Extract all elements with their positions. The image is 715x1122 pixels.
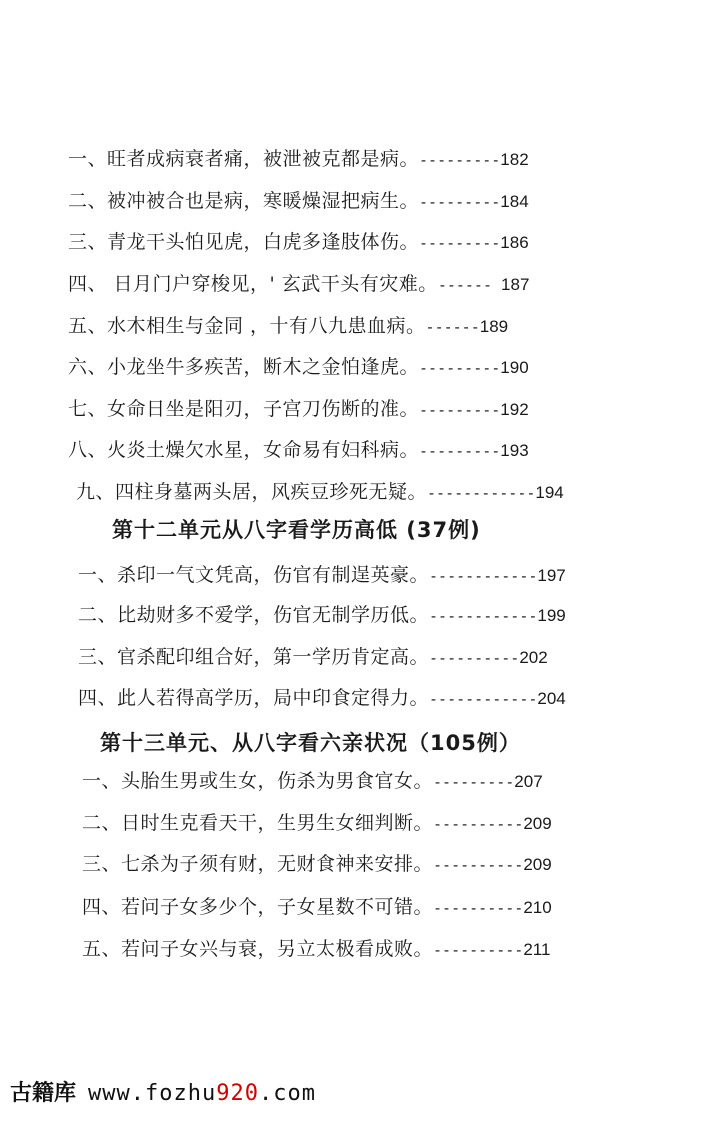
leader-dots: ---------: [419, 151, 501, 169]
toc-entry: [82, 937, 550, 962]
leader-dots: ---------: [419, 193, 501, 211]
toc-entry: [68, 355, 529, 380]
entry-text: 八、火炎土燥欠水星，女命易有妇科病。: [68, 439, 420, 461]
page-number: 202: [519, 648, 548, 667]
page-number: 189: [479, 317, 509, 336]
leader-dots: ------: [437, 276, 502, 294]
entry-text: 六、小龙坐牛多疾苦，断木之金怕逢虎。: [68, 356, 420, 378]
leader-dots: ----------: [433, 815, 524, 833]
section-heading: 第十二单元从八字看学历高低 (37例): [112, 518, 481, 542]
leader-dots: ----------: [433, 856, 524, 874]
watermark-url-suffix: .com: [258, 1081, 316, 1106]
page-number: 187: [501, 275, 530, 294]
toc-entry: [82, 769, 543, 794]
toc-entry: [78, 686, 566, 711]
leader-dots: ------------: [429, 567, 538, 585]
leader-dots: ----------: [433, 941, 524, 959]
page-number: 199: [537, 606, 566, 625]
entry-text: 一、头胎生男或生女，伤杀为男食官女。: [82, 770, 434, 792]
entry-text: 四、 日月门户穿梭见，' 玄武干头有灾难。: [68, 273, 438, 295]
toc-entry: [76, 480, 564, 505]
toc-entry: [68, 397, 529, 422]
toc-entry: [78, 645, 548, 670]
leader-dots: ------------: [427, 484, 536, 502]
page-number: 184: [500, 192, 529, 211]
page-number: 192: [500, 400, 529, 419]
leader-dots: ---------: [433, 773, 515, 791]
entry-text: 七、女命日坐是阳刃，子宫刀伤断的准。: [68, 398, 420, 420]
toc-entry: [78, 603, 566, 628]
leader-dots: ---------: [419, 234, 501, 252]
page-number: 209: [523, 814, 552, 833]
leader-dots: ----------: [429, 649, 520, 667]
page-number: 194: [535, 483, 564, 502]
page-number: 182: [500, 150, 529, 169]
leader-dots: ---------: [419, 359, 501, 377]
page-number: 207: [514, 772, 543, 791]
toc-entry: [68, 272, 529, 297]
page-number: 190: [500, 358, 529, 377]
entry-text: 一、旺者成病衰者痛，被泄被克都是病。: [68, 148, 420, 170]
page-number: 193: [500, 441, 529, 460]
leader-dots: ------: [425, 318, 480, 336]
page-number: 209: [523, 855, 552, 874]
toc-entry: [68, 230, 529, 255]
entry-text: 五、若问子女兴与衰，另立太极看成败。: [82, 938, 434, 960]
entry-text: 二、被冲被合也是病，寒暖燥湿把病生。: [68, 190, 420, 212]
toc-entry: [68, 438, 529, 463]
entry-text: 三、官杀配印组合好，第一学历肯定高。: [78, 646, 430, 668]
leader-dots: ------------: [429, 607, 538, 625]
page-number: 204: [537, 689, 566, 708]
entry-text: 九、四柱身墓两头居，风疾豆珍死无疑。: [76, 481, 428, 503]
site-watermark: [10, 1079, 316, 1109]
toc-entry: [78, 563, 566, 588]
toc-entry: [68, 314, 508, 339]
entry-text: 三、七杀为子须有财，无财食神来安排。: [82, 853, 434, 875]
watermark-url: [88, 1081, 316, 1106]
leader-dots: ------------: [429, 690, 538, 708]
entry-text: 一、杀印一气文凭高，伤官有制逞英豪。: [78, 564, 430, 586]
page-number: 210: [523, 898, 552, 917]
toc-entry: [82, 852, 552, 877]
leader-dots: ---------: [419, 442, 501, 460]
entry-text: 二、日时生克看天干，生男生女细判断。: [82, 812, 434, 834]
watermark-url-number: 920: [216, 1081, 259, 1106]
page-number: 211: [523, 940, 551, 959]
toc-entry: [68, 189, 529, 214]
watermark-url-prefix: www.fozhu: [88, 1081, 217, 1106]
leader-dots: ----------: [433, 899, 524, 917]
watermark-site-name: 古籍库: [10, 1081, 77, 1106]
entry-text: 五、水木相生与金同 ，十有八九患血病。: [68, 315, 426, 337]
toc-entry: [82, 811, 552, 836]
page-number: 186: [500, 233, 529, 252]
entry-text: 四、若问子女多少个，子女星数不可错。: [82, 896, 434, 918]
toc-entry: [68, 147, 529, 172]
page-number: 197: [537, 566, 566, 585]
toc-entry: [82, 895, 552, 920]
section-heading: 第十三单元、从八字看六亲状况（105例）: [100, 731, 521, 755]
entry-text: 二、比劫财多不爱学，伤官无制学历低。: [78, 604, 430, 626]
entry-text: 四、此人若得高学历，局中印食定得力。: [78, 687, 430, 709]
leader-dots: ---------: [419, 401, 501, 419]
entry-text: 三、青龙干头怕见虎，白虎多逢肢体伤。: [68, 231, 420, 253]
